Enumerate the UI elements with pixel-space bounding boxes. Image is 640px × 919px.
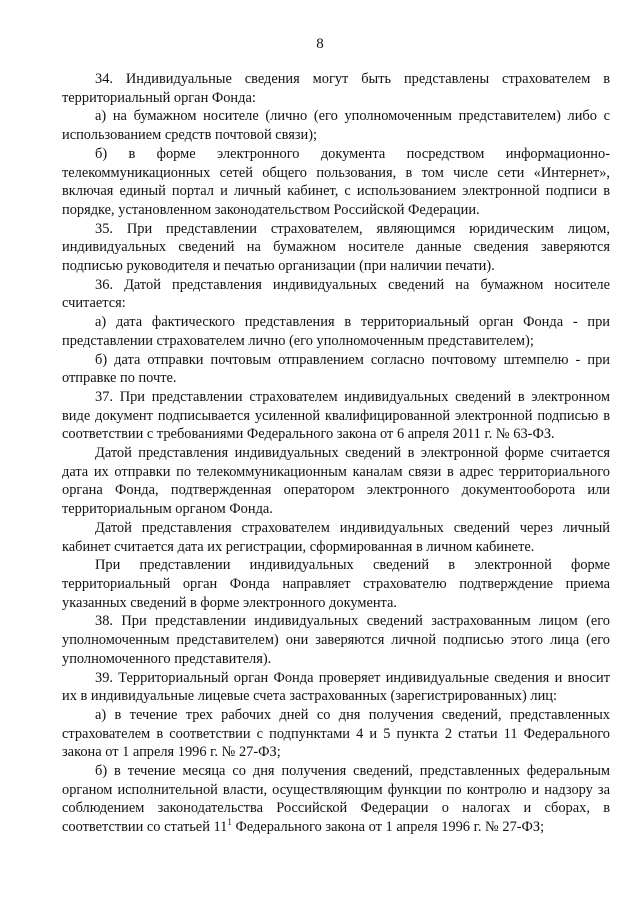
paragraph-36: 36. Датой представления индивидуальных сведений на бумажном носителе считается:: [62, 276, 610, 312]
paragraph-37-confirmation: При представлении индивидуальных сведений в электронной форме территориальный орган Фонда направляет страхователю подтверждение приема указанных сведений в форме электронного документа.: [62, 557, 610, 611]
document-body: [62, 70, 610, 837]
paragraph-37-cabinet-date: Датой представления страхователем индивидуальных сведений через личный кабинет считается дата их регистрации, сформированная в личном кабинете.: [62, 519, 610, 555]
article-superscript: 1: [227, 817, 232, 828]
paragraph-39-b: [62, 762, 610, 837]
paragraph-39-b-text-end: Федерального закона от 1 апреля 1996 г. № 27-ФЗ;: [231, 819, 545, 836]
paragraph-39-a: а) в течение трех рабочих дней со дня получения сведений, представленных страхователем в соответствии с подпунктами 4 и 5 пункта 2 статьи 11 Федерального закона от 1 апреля 1996 г. № 27-ФЗ;: [62, 706, 610, 761]
paragraph-34-a: а) на бумажном носителе (лично (его уполномоченным представителем) либо с использованием средств почтовой связи);: [62, 108, 610, 144]
paragraph-39: 39. Территориальный орган Фонда проверяет индивидуальные сведения и вносит их в индивидуальные лицевые счета застрахованных (зарегистрированных) лиц:: [62, 669, 610, 705]
paragraph-38: 38. При представлении индивидуальных сведений застрахованным лицом (его уполномоченным представителем) они заверяются личной подписью этого лица (его уполномоченного представителя).: [62, 613, 610, 667]
paragraph-35: 35. При представлении страхователем, являющимся юридическим лицом, индивидуальных сведений на бумажном носителе данные сведения заверяются подписью руководителя и печатью организации (при наличии печати).: [62, 220, 610, 275]
paragraph-34: 34. Индивидуальные сведения могут быть представлены страхователем в территориальный орган Фонда:: [62, 71, 610, 106]
paragraph-39-b-text: б) в течение месяца со дня получения сведений, представленных федеральным органом исполнительной власти, осуществляющим функции по контролю и надзору за соблюдением законодательства Российской Федерации о налогах и сборах, в соответствии со статьей 11: [62, 763, 610, 836]
paragraph-34-b: б) в форме электронного документа посредством информационно-телекоммуникационных сетей общего пользования, в том числе сети «Интернет», включая единый портал и личный кабинет, с использованием электронной подписи в порядке, установленном законодательством Российской Федерации.: [62, 145, 610, 218]
paragraph-37-electronic-date: Датой представления индивидуальных сведений в электронной форме считается дата их отправки по телекоммуникационным каналам связи в адрес территориального органа Фонда, подтвержденная оператором электронного документооборота или территориальным органом Фонда.: [62, 445, 610, 518]
paragraph-36-a: а) дата фактического представления в территориальный орган Фонда - при представлении страхователем лично (его уполномоченным представителем);: [62, 314, 610, 349]
paragraph-37: 37. При представлении страхователем индивидуальных сведений в электронном виде документ подписывается усиленной квалифицированной электронной подписью в соответствии с требованиями Федерального закона от 6 апреля 2011 г. № 63-ФЗ.: [62, 388, 610, 443]
paragraph-36-b: б) дата отправки почтовым отправлением согласно почтовому штемпелю - при отправке по почте.: [62, 351, 610, 387]
page-number: 8: [316, 36, 324, 52]
